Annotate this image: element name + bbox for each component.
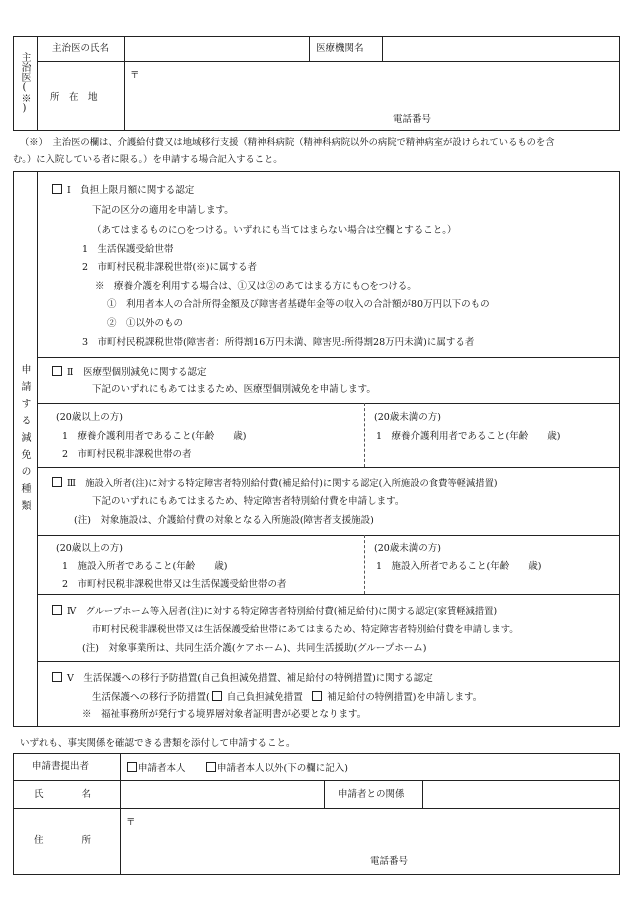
checkbox-s3[interactable] <box>52 477 62 487</box>
s3-left-item1: 1 施設入所者であること(年齢 歳) <box>62 561 228 572</box>
checkbox-s2[interactable] <box>52 366 62 376</box>
s1-note-2: ② ①以外のもの <box>107 318 184 329</box>
applicant-postal-mark: 〒 <box>126 817 136 828</box>
s2-left-title: (20歳以上の方) <box>56 412 124 423</box>
s1-head: Ⅰ 負担上限月額に関する認定 <box>67 185 195 196</box>
checkbox-special-measure[interactable] <box>312 691 322 701</box>
checkbox-s5[interactable] <box>52 672 62 682</box>
s5-line1-c: 補足給付の特例措置)を申請します。 <box>327 692 483 703</box>
applicant-phone-label: 電話番号 <box>370 856 409 867</box>
s4-head: Ⅳ グループホーム等入居者(注)に対する特定障害者特別給付費(補足給付)に関する認定(家賃軽減措置) <box>67 606 498 617</box>
physician-note-line2: む。）に入院している者に限る。）を申請する場合記入すること。 <box>13 154 283 165</box>
physician-side-label: 主治医(※) <box>19 52 30 114</box>
s2-left-item2: 2 市町村民税非課税世帯の者 <box>62 449 192 460</box>
s2-right-title: (20歳未満の方) <box>374 412 442 423</box>
opt-applicant-self: 申請者本人 <box>138 763 186 774</box>
s1-line2: （あてはまるものに○をつける。いずれにも当てはまらない場合は空欄とすること。） <box>92 225 457 236</box>
s2-head: Ⅱ 医療型個別減免に関する認定 <box>67 367 207 378</box>
s1-line1: 下記の区分の適用を申請します。 <box>92 205 234 216</box>
s2-line1: 下記のいずれにもあてはまるため、医療型個別減免を申請します。 <box>92 384 376 395</box>
s2-left-item1: 1 療養介護利用者であること(年齢 歳) <box>62 431 247 442</box>
checkbox-applicant-other[interactable] <box>206 762 216 772</box>
s3-note: (注) 対象施設は、介護給付費の対象となる入所施設(障害者支援施設) <box>74 515 374 526</box>
s3-head: Ⅲ 施設入所者(注)に対する特定障害者特別給付費(補足給付)に関する認定(入所施設の食費等軽減措置) <box>67 478 498 489</box>
s1-item3: 3 市町村民税課税世帯(障害者：所得割16万円未満、障害児:所得割28万円未満)に属する者 <box>82 337 475 348</box>
s4-note: (注) 対象事業所は、共同生活介護(ケアホーム)、共同生活援助(グループホーム) <box>82 643 427 654</box>
checkbox-self-burden[interactable] <box>212 691 222 701</box>
checkbox-s1[interactable] <box>52 184 62 194</box>
reduction-side-label: 申請する減免の種類 <box>19 364 30 517</box>
physician-note-line1: （※） 主治医の欄は、介護給付費又は地域移行支援（精神科病院（精神科病院以外の病院で精神病室が設けられているものを含 <box>20 137 555 148</box>
checkbox-s4[interactable] <box>52 605 62 615</box>
s3-right-item1: 1 施設入所者であること(年齢 歳) <box>376 561 542 572</box>
applicant-name-label: 氏 名 <box>34 789 92 800</box>
s3-right-title: (20歳未満の方) <box>374 543 442 554</box>
physician-phone-label: 電話番号 <box>393 114 432 125</box>
checkbox-applicant-self[interactable] <box>127 762 137 772</box>
s5-note: ※ 福祉事務所が発行する境界層対象者証明書が必要となります。 <box>82 709 367 720</box>
institution-label: 医療機関名 <box>316 43 364 54</box>
s5-line1-a: 生活保護への移行予防措置( <box>92 692 210 703</box>
physician-postal-mark: 〒 <box>130 70 140 81</box>
attachment-note: いずれも、事実関係を確認できる書類を添付して申請すること。 <box>20 738 296 749</box>
submitter-label: 申請書提出者 <box>32 761 90 772</box>
s1-note: ※ 療養介護を利用する場合は、①又は②のあてはまる方にも○をつける。 <box>95 281 417 292</box>
physician-name-label: 主治医の氏名 <box>52 43 110 54</box>
relation-label: 申請者との関係 <box>338 789 405 800</box>
s1-item1: 1 生活保護受給世帯 <box>82 244 174 255</box>
s5-line1-b: 自己負担減免措置 <box>226 692 303 703</box>
s1-item2: 2 市町村民税非課税世帯(※)に属する者 <box>82 262 257 273</box>
s2-right-item1: 1 療養介護利用者であること(年齢 歳) <box>376 431 561 442</box>
s4-line1: 市町村民税非課税世帯又は生活保護受給世帯にあてはまるため、特定障害者特別給付費を申請します。 <box>92 624 519 635</box>
s3-line1: 下記のいずれにもあてはまるため、特定障害者特別給付費を申請します。 <box>92 496 405 507</box>
applicant-address-label: 住 所 <box>34 835 92 846</box>
physician-address-label: 所 在 地 <box>50 92 98 103</box>
s3-left-title: (20歳以上の方) <box>56 543 124 554</box>
opt-applicant-other: 申請者本人以外(下の欄に記入) <box>217 763 348 774</box>
s3-left-item2: 2 市町村民税非課税世帯又は生活保護受給世帯の者 <box>62 579 287 590</box>
s5-head: Ⅴ 生活保護への移行予防措置(自己負担減免措置、補足給付の特例措置)に関する認定 <box>67 673 433 684</box>
s1-note-1: ① 利用者本人の合計所得金額及び障害者基礎年金等の収入の合計額が80万円以下のもの <box>107 299 490 310</box>
